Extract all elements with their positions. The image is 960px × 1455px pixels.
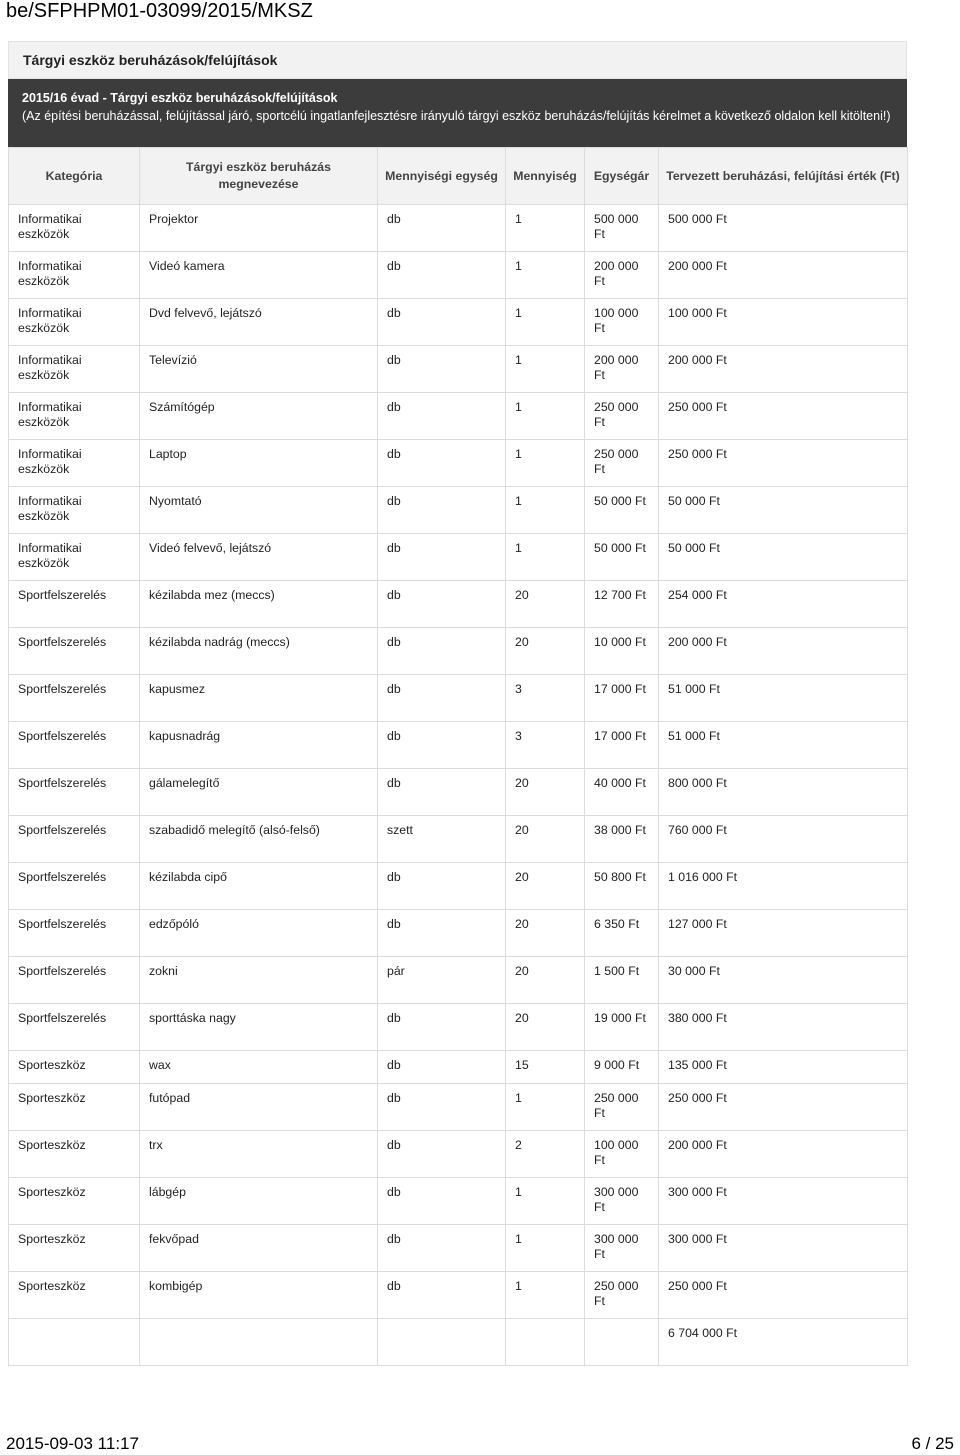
cell-total: 51 000 Ft xyxy=(659,675,908,722)
empty-cell xyxy=(140,1319,378,1366)
table-row xyxy=(9,1131,908,1178)
cell-unit: db xyxy=(378,1131,506,1178)
cell-quantity: 20 xyxy=(506,816,585,863)
cell-category: Informatikai eszközök xyxy=(9,440,140,487)
cell-unit-price: 40 000 Ft xyxy=(585,769,659,816)
investment-table xyxy=(8,147,908,1366)
cell-unit-price: 250 000 Ft xyxy=(585,393,659,440)
cell-total: 500 000 Ft xyxy=(659,205,908,252)
cell-total: 100 000 Ft xyxy=(659,299,908,346)
empty-cell xyxy=(585,1319,659,1366)
cell-total: 760 000 Ft xyxy=(659,816,908,863)
cell-total: 254 000 Ft xyxy=(659,581,908,628)
col-header-name: Tárgyi eszköz beruházás megnevezése xyxy=(140,148,378,205)
table-row xyxy=(9,440,908,487)
cell-total: 200 000 Ft xyxy=(659,252,908,299)
cell-unit-price: 200 000 Ft xyxy=(585,346,659,393)
col-header-unit-price: Egységár xyxy=(585,148,659,205)
info-banner xyxy=(8,79,907,147)
cell-category: Sportfelszerelés xyxy=(9,957,140,1004)
cell-category: Sportfelszerelés xyxy=(9,628,140,675)
cell-quantity: 1 xyxy=(506,393,585,440)
cell-category: Informatikai eszközök xyxy=(9,393,140,440)
cell-category: Sporteszköz xyxy=(9,1131,140,1178)
cell-name: Videó kamera xyxy=(140,252,378,299)
cell-quantity: 1 xyxy=(506,1178,585,1225)
cell-name: kézilabda nadrág (meccs) xyxy=(140,628,378,675)
footer-page-number: 6 / 25 xyxy=(911,1434,954,1453)
cell-category: Sportfelszerelés xyxy=(9,863,140,910)
cell-unit-price: 38 000 Ft xyxy=(585,816,659,863)
table-row xyxy=(9,1178,908,1225)
table-row xyxy=(9,1004,908,1051)
banner-text: (Az építési beruházással, felújítással járó, sportcélú ingatlanfejlesztésre irányuló tárgyi eszköz beruházás/felújítás kérelmet a következő oldalon kell kitölteni!) xyxy=(22,109,891,123)
table-row xyxy=(9,252,908,299)
cell-total: 30 000 Ft xyxy=(659,957,908,1004)
cell-quantity: 20 xyxy=(506,1004,585,1051)
cell-unit-price: 500 000 Ft xyxy=(585,205,659,252)
cell-unit-price: 6 350 Ft xyxy=(585,910,659,957)
cell-quantity: 1 xyxy=(506,252,585,299)
cell-name: Projektor xyxy=(140,205,378,252)
cell-total: 380 000 Ft xyxy=(659,1004,908,1051)
cell-quantity: 3 xyxy=(506,722,585,769)
col-header-unit: Mennyiségi egység xyxy=(378,148,506,205)
cell-unit: db xyxy=(378,675,506,722)
cell-total: 250 000 Ft xyxy=(659,1272,908,1319)
cell-unit: db xyxy=(378,440,506,487)
cell-unit: db xyxy=(378,346,506,393)
cell-total: 250 000 Ft xyxy=(659,393,908,440)
cell-total: 200 000 Ft xyxy=(659,346,908,393)
cell-category: Informatikai eszközök xyxy=(9,205,140,252)
cell-unit: db xyxy=(378,1225,506,1272)
table-row xyxy=(9,1084,908,1131)
cell-name: kapusmez xyxy=(140,675,378,722)
col-header-category: Kategória xyxy=(9,148,140,205)
cell-name: Televízió xyxy=(140,346,378,393)
cell-unit-price: 1 500 Ft xyxy=(585,957,659,1004)
cell-unit: db xyxy=(378,487,506,534)
table-row xyxy=(9,346,908,393)
table-row xyxy=(9,910,908,957)
cell-unit-price: 17 000 Ft xyxy=(585,675,659,722)
table-row xyxy=(9,863,908,910)
cell-name: kapusnadrág xyxy=(140,722,378,769)
cell-unit-price: 250 000 Ft xyxy=(585,440,659,487)
cell-category: Sporteszköz xyxy=(9,1225,140,1272)
cell-category: Sporteszköz xyxy=(9,1051,140,1084)
table-row xyxy=(9,487,908,534)
cell-unit: db xyxy=(378,581,506,628)
cell-quantity: 1 xyxy=(506,440,585,487)
footer-datetime: 2015-09-03 11:17 xyxy=(6,1434,139,1453)
cell-category: Sporteszköz xyxy=(9,1084,140,1131)
cell-category: Sportfelszerelés xyxy=(9,1004,140,1051)
cell-unit-price: 17 000 Ft xyxy=(585,722,659,769)
table-row xyxy=(9,393,908,440)
cell-unit: db xyxy=(378,722,506,769)
cell-total: 300 000 Ft xyxy=(659,1178,908,1225)
cell-unit-price: 100 000 Ft xyxy=(585,1131,659,1178)
cell-name: edzőpóló xyxy=(140,910,378,957)
cell-unit-price: 12 700 Ft xyxy=(585,581,659,628)
cell-quantity: 20 xyxy=(506,957,585,1004)
cell-category: Informatikai eszközök xyxy=(9,252,140,299)
cell-unit-price: 250 000 Ft xyxy=(585,1272,659,1319)
cell-name: trx xyxy=(140,1131,378,1178)
cell-category: Informatikai eszközök xyxy=(9,487,140,534)
cell-unit: db xyxy=(378,534,506,581)
cell-total: 50 000 Ft xyxy=(659,534,908,581)
table-row xyxy=(9,1051,908,1084)
cell-category: Informatikai eszközök xyxy=(9,346,140,393)
cell-unit: db xyxy=(378,1004,506,1051)
cell-total: 1 016 000 Ft xyxy=(659,863,908,910)
cell-unit-price: 100 000 Ft xyxy=(585,299,659,346)
panel-title: Tárgyi eszköz beruházások/felújítások xyxy=(8,41,907,79)
grand-total: 6 704 000 Ft xyxy=(659,1319,908,1366)
cell-unit: db xyxy=(378,205,506,252)
cell-unit-price: 19 000 Ft xyxy=(585,1004,659,1051)
cell-name: zokni xyxy=(140,957,378,1004)
cell-total: 200 000 Ft xyxy=(659,628,908,675)
cell-total: 200 000 Ft xyxy=(659,1131,908,1178)
cell-name: Videó felvevő, lejátszó xyxy=(140,534,378,581)
cell-name: wax xyxy=(140,1051,378,1084)
cell-category: Sporteszköz xyxy=(9,1272,140,1319)
total-row xyxy=(9,1319,908,1366)
empty-cell xyxy=(9,1319,140,1366)
cell-quantity: 1 xyxy=(506,299,585,346)
cell-unit: db xyxy=(378,299,506,346)
cell-quantity: 1 xyxy=(506,1084,585,1131)
cell-unit-price: 200 000 Ft xyxy=(585,252,659,299)
col-header-total: Tervezett beruházási, felújítási érték (Ft) xyxy=(659,148,908,205)
cell-unit-price: 50 800 Ft xyxy=(585,863,659,910)
cell-unit: db xyxy=(378,628,506,675)
cell-quantity: 3 xyxy=(506,675,585,722)
cell-unit: db xyxy=(378,910,506,957)
cell-category: Sportfelszerelés xyxy=(9,675,140,722)
cell-quantity: 1 xyxy=(506,534,585,581)
cell-category: Sportfelszerelés xyxy=(9,581,140,628)
table-header-row xyxy=(9,148,908,205)
cell-unit: db xyxy=(378,252,506,299)
cell-total: 250 000 Ft xyxy=(659,440,908,487)
table-row xyxy=(9,957,908,1004)
table-row xyxy=(9,1272,908,1319)
cell-name: kézilabda cipő xyxy=(140,863,378,910)
cell-quantity: 20 xyxy=(506,769,585,816)
table-row xyxy=(9,722,908,769)
cell-name: kézilabda mez (meccs) xyxy=(140,581,378,628)
cell-name: sporttáska nagy xyxy=(140,1004,378,1051)
empty-cell xyxy=(378,1319,506,1366)
cell-category: Sportfelszerelés xyxy=(9,910,140,957)
cell-quantity: 1 xyxy=(506,487,585,534)
cell-quantity: 2 xyxy=(506,1131,585,1178)
cell-unit-price: 9 000 Ft xyxy=(585,1051,659,1084)
table-row xyxy=(9,675,908,722)
cell-unit: db xyxy=(378,1272,506,1319)
cell-name: szabadidő melegítő (alsó-felső) xyxy=(140,816,378,863)
cell-unit: db xyxy=(378,1178,506,1225)
cell-unit-price: 50 000 Ft xyxy=(585,487,659,534)
cell-category: Sportfelszerelés xyxy=(9,722,140,769)
table-row xyxy=(9,534,908,581)
cell-quantity: 20 xyxy=(506,581,585,628)
cell-name: Nyomtató xyxy=(140,487,378,534)
cell-total: 800 000 Ft xyxy=(659,769,908,816)
cell-unit: db xyxy=(378,393,506,440)
cell-total: 250 000 Ft xyxy=(659,1084,908,1131)
cell-total: 300 000 Ft xyxy=(659,1225,908,1272)
cell-unit-price: 250 000 Ft xyxy=(585,1084,659,1131)
cell-category: Sporteszköz xyxy=(9,1178,140,1225)
table-row xyxy=(9,769,908,816)
cell-quantity: 1 xyxy=(506,1272,585,1319)
cell-name: kombigép xyxy=(140,1272,378,1319)
cell-name: Laptop xyxy=(140,440,378,487)
cell-name: futópad xyxy=(140,1084,378,1131)
cell-name: Számítógép xyxy=(140,393,378,440)
cell-unit: db xyxy=(378,1051,506,1084)
cell-unit: pár xyxy=(378,957,506,1004)
investment-panel xyxy=(8,41,907,1366)
cell-total: 51 000 Ft xyxy=(659,722,908,769)
col-header-quantity: Mennyiség xyxy=(506,148,585,205)
banner-title: 2015/16 évad - Tárgyi eszköz beruházások/felújítások xyxy=(22,91,338,105)
cell-unit-price: 300 000 Ft xyxy=(585,1178,659,1225)
cell-category: Sportfelszerelés xyxy=(9,769,140,816)
cell-quantity: 20 xyxy=(506,628,585,675)
empty-cell xyxy=(506,1319,585,1366)
cell-total: 50 000 Ft xyxy=(659,487,908,534)
table-row xyxy=(9,205,908,252)
cell-unit: db xyxy=(378,769,506,816)
cell-unit: db xyxy=(378,863,506,910)
cell-name: gálamelegítő xyxy=(140,769,378,816)
document-id: be/SFPHPM01-03099/2015/MKSZ xyxy=(6,0,313,22)
cell-category: Informatikai eszközök xyxy=(9,299,140,346)
table-row xyxy=(9,628,908,675)
table-row xyxy=(9,299,908,346)
cell-category: Sportfelszerelés xyxy=(9,816,140,863)
table-row xyxy=(9,816,908,863)
cell-name: lábgép xyxy=(140,1178,378,1225)
cell-quantity: 20 xyxy=(506,910,585,957)
cell-quantity: 20 xyxy=(506,863,585,910)
cell-name: Dvd felvevő, lejátszó xyxy=(140,299,378,346)
cell-quantity: 1 xyxy=(506,205,585,252)
cell-name: fekvőpad xyxy=(140,1225,378,1272)
cell-quantity: 1 xyxy=(506,1225,585,1272)
cell-total: 127 000 Ft xyxy=(659,910,908,957)
cell-unit-price: 50 000 Ft xyxy=(585,534,659,581)
cell-unit-price: 10 000 Ft xyxy=(585,628,659,675)
table-body xyxy=(9,205,908,1366)
cell-unit: szett xyxy=(378,816,506,863)
cell-unit: db xyxy=(378,1084,506,1131)
table-row xyxy=(9,581,908,628)
cell-unit-price: 300 000 Ft xyxy=(585,1225,659,1272)
cell-category: Informatikai eszközök xyxy=(9,534,140,581)
cell-total: 135 000 Ft xyxy=(659,1051,908,1084)
cell-quantity: 1 xyxy=(506,346,585,393)
cell-quantity: 15 xyxy=(506,1051,585,1084)
table-row xyxy=(9,1225,908,1272)
